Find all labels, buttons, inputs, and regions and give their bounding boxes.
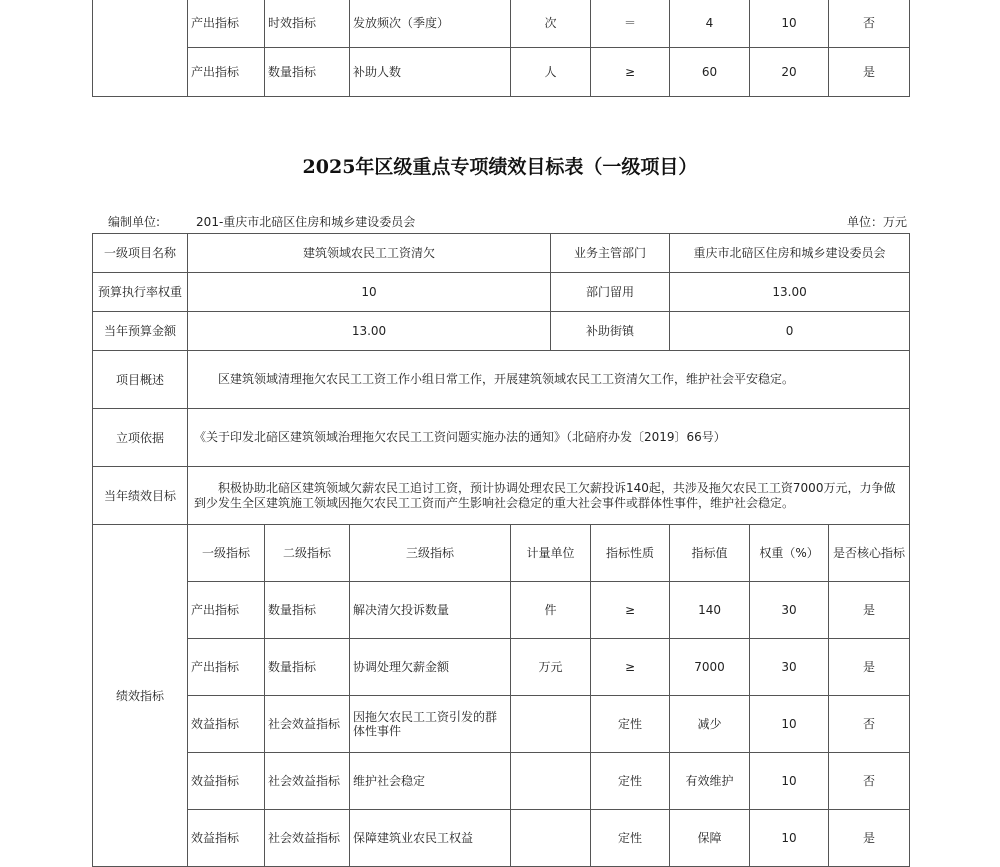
level3-cell: 维护社会稳定 [350, 753, 511, 810]
value-cell: 4 [670, 0, 750, 48]
dept-reserve-label: 部门留用 [551, 273, 670, 312]
dept-label: 业务主管部门 [551, 234, 670, 273]
level2-cell: 数量指标 [265, 582, 350, 639]
dept-value: 重庆市北碚区住房和城乡建设委员会 [670, 234, 910, 273]
overview-value: 区建筑领域清理拖欠农民工工资工作小组日常工作，开展建筑领域农民工工资清欠工作，维护社会平安稳定。 [188, 351, 910, 409]
unit-cell: 次 [511, 0, 591, 48]
org-value: 201-重庆市北碚区住房和城乡建设委员会 [196, 215, 416, 229]
indicators-section-label: 绩效指标 [93, 525, 188, 867]
core-cell: 是 [829, 639, 910, 696]
indicator-row [93, 753, 910, 810]
value-cell: 保障 [670, 810, 750, 867]
core-cell: 是 [829, 810, 910, 867]
level1-cell: 产出指标 [188, 582, 265, 639]
unit-label: 单位：万元 [846, 215, 907, 229]
level3-cell: 解决清欠投诉数量 [350, 582, 511, 639]
nature-cell: ≥ [591, 639, 670, 696]
table-row [93, 234, 910, 273]
level1-cell: 产出指标 [188, 48, 265, 97]
weight-cell: 20 [750, 48, 829, 97]
weight-cell: 10 [750, 753, 829, 810]
header-unit: 计量单位 [511, 525, 591, 582]
table-row [93, 273, 910, 312]
level3-cell: 协调处理欠薪金额 [350, 639, 511, 696]
weight-cell: 10 [750, 810, 829, 867]
indicator-row [93, 810, 910, 867]
goal-value: 积极协助北碚区建筑领域欠薪农民工追讨工资，预计协调处理农民工欠薪投诉140起，共涉及拖欠农民工工资7000万元，力争做到少发生全区建筑施工领域因拖欠农民工工资而产生影响社会稳定的重大社会事件或群体性事件，维护社会稳定。 [188, 467, 910, 525]
weight-cell: 30 [750, 582, 829, 639]
weight-cell: 10 [750, 0, 829, 48]
section-label-cell [93, 0, 188, 97]
level2-cell: 社会效益指标 [265, 810, 350, 867]
header-weight: 权重（%） [750, 525, 829, 582]
core-cell: 否 [829, 753, 910, 810]
indicator-row [93, 639, 910, 696]
subsidy-label: 补助街镇 [551, 312, 670, 351]
org-label: 编制单位: [108, 215, 161, 229]
nature-cell: ≥ [591, 582, 670, 639]
unit-cell [511, 810, 591, 867]
level2-cell: 时效指标 [265, 0, 350, 48]
subsidy-value: 0 [670, 312, 910, 351]
value-cell: 60 [670, 48, 750, 97]
performance-target-table [92, 233, 910, 867]
header-level2: 二级指标 [265, 525, 350, 582]
unit-cell [511, 696, 591, 753]
unit-cell [511, 753, 591, 810]
value-cell: 7000 [670, 639, 750, 696]
nature-cell: 定性 [591, 696, 670, 753]
basis-label: 立项依据 [93, 409, 188, 467]
level1-cell: 效益指标 [188, 696, 265, 753]
weight-cell: 30 [750, 639, 829, 696]
level2-cell: 数量指标 [265, 639, 350, 696]
header-nature: 指标性质 [591, 525, 670, 582]
level3-cell: 保障建筑业农民工权益 [350, 810, 511, 867]
indicator-row [93, 582, 910, 639]
budget-value: 13.00 [188, 312, 551, 351]
project-name-label: 一级项目名称 [93, 234, 188, 273]
indicator-row [93, 696, 910, 753]
exec-weight-value: 10 [188, 273, 551, 312]
unit-cell: 人 [511, 48, 591, 97]
nature-cell: ＝ [591, 0, 670, 48]
level2-cell: 社会效益指标 [265, 696, 350, 753]
header-level3: 三级指标 [350, 525, 511, 582]
level3-cell: 发放频次（季度） [350, 0, 511, 48]
core-cell: 否 [829, 696, 910, 753]
previous-indicator-table [92, 0, 910, 97]
value-cell: 140 [670, 582, 750, 639]
project-name-value: 建筑领域农民工工资清欠 [188, 234, 551, 273]
indicator-header-row [93, 525, 910, 582]
level2-cell: 数量指标 [265, 48, 350, 97]
header-value: 指标值 [670, 525, 750, 582]
level1-cell: 产出指标 [188, 639, 265, 696]
dept-reserve-value: 13.00 [670, 273, 910, 312]
value-cell: 减少 [670, 696, 750, 753]
nature-cell: 定性 [591, 810, 670, 867]
table-row [93, 0, 910, 48]
overview-label: 项目概述 [93, 351, 188, 409]
level1-cell: 产出指标 [188, 0, 265, 48]
table-row [93, 48, 910, 97]
core-cell: 是 [829, 48, 910, 97]
value-cell: 有效维护 [670, 753, 750, 810]
unit-cell: 件 [511, 582, 591, 639]
header-level1: 一级指标 [188, 525, 265, 582]
core-cell: 否 [829, 0, 910, 48]
table-row [93, 467, 910, 525]
level1-cell: 效益指标 [188, 810, 265, 867]
level2-cell: 社会效益指标 [265, 753, 350, 810]
org-info [108, 213, 415, 230]
page-title: 2025年区级重点专项绩效目标表（一级项目） [302, 156, 698, 178]
level3-cell: 因拖欠农民工工资引发的群体性事件 [350, 696, 511, 753]
goal-label: 当年绩效目标 [93, 467, 188, 525]
level3-cell: 补助人数 [350, 48, 511, 97]
table-row [93, 351, 910, 409]
exec-weight-label: 预算执行率权重 [93, 273, 188, 312]
header-core: 是否核心指标 [829, 525, 910, 582]
table-row [93, 312, 910, 351]
level1-cell: 效益指标 [188, 753, 265, 810]
core-cell: 是 [829, 582, 910, 639]
table-row [93, 409, 910, 467]
budget-label: 当年预算金额 [93, 312, 188, 351]
weight-cell: 10 [750, 696, 829, 753]
basis-value: 《关于印发北碚区建筑领域治理拖欠农民工工资问题实施办法的通知》（北碚府办发〔2019〕66号） [188, 409, 910, 467]
unit-cell: 万元 [511, 639, 591, 696]
nature-cell: 定性 [591, 753, 670, 810]
nature-cell: ≥ [591, 48, 670, 97]
